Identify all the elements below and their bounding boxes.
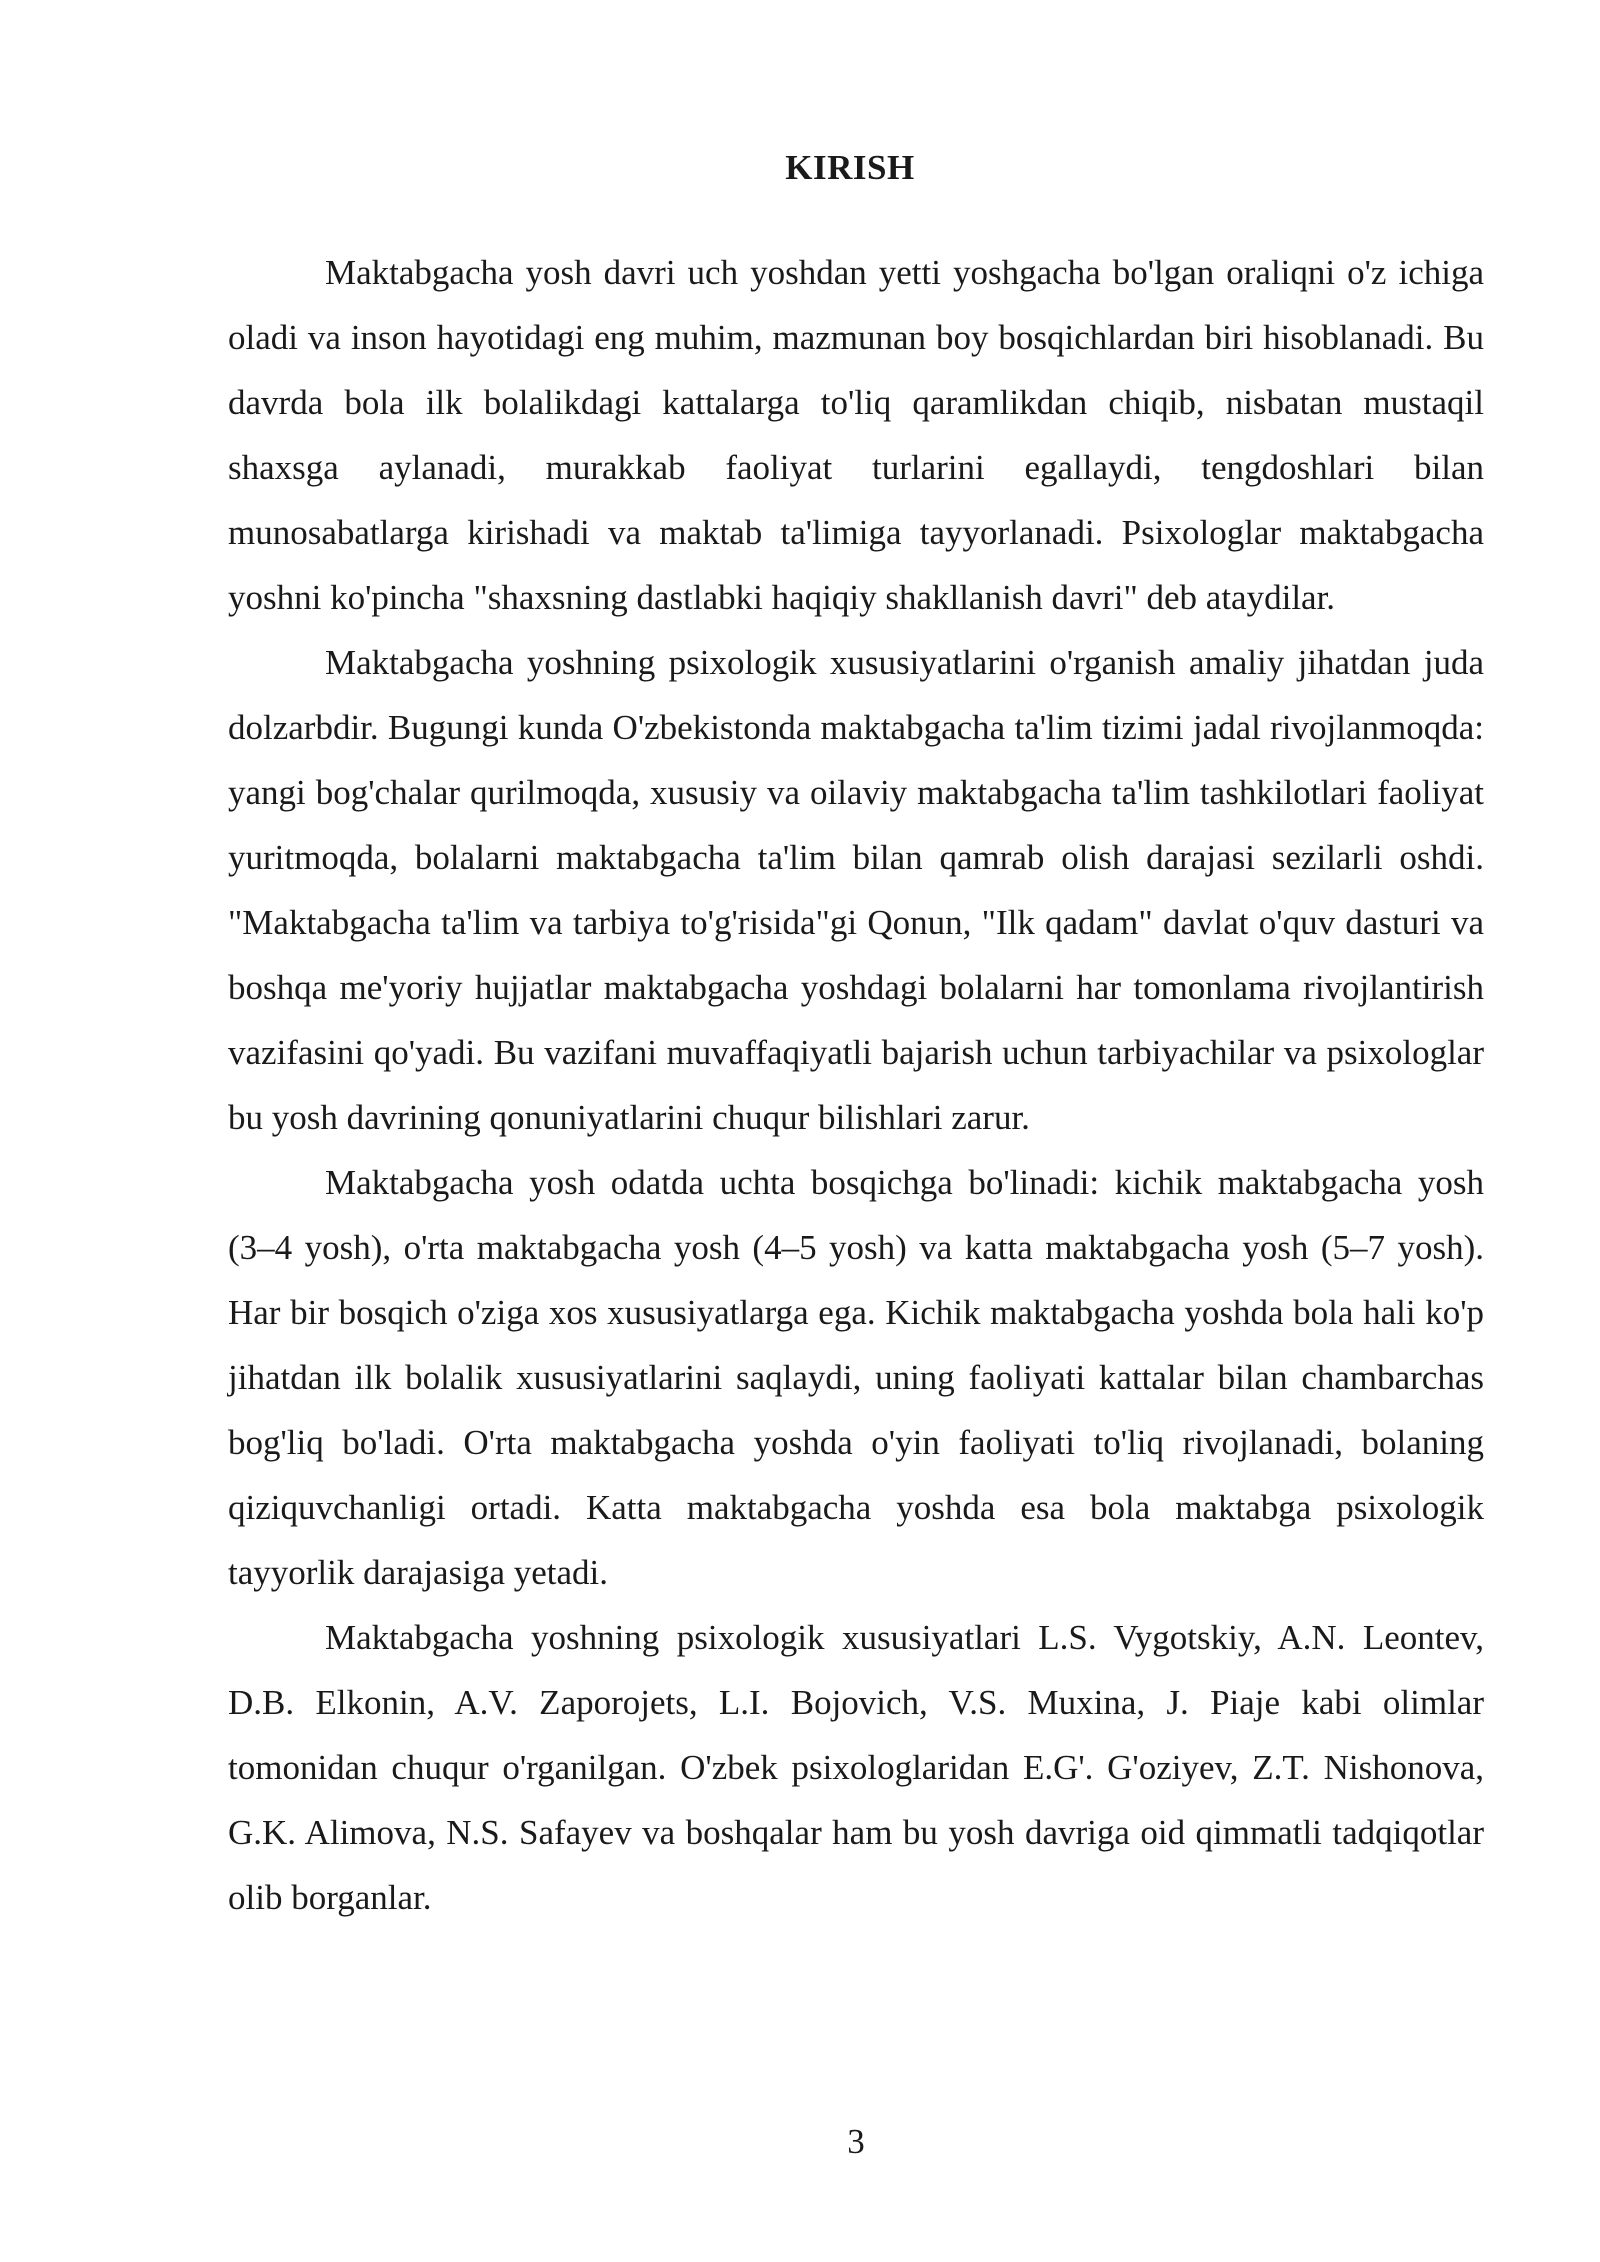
paragraph-2: Maktabgacha yoshning psixologik xususiyatlarini o'rganish amaliy jihatdan juda dolzarbdir. Bugungi kunda O'zbekistonda maktabgacha ta'lim tizimi jadal rivojlanmoqda: yangi bog'chalar qurilmoqda, xususiy va oilaviy maktabgacha ta'lim tashkilotlari faoliyat yuritmoqda, bolalarni maktabgacha ta'lim bilan qamrab olish darajasi sezilarli oshdi. "Maktabgacha ta'lim va tarbiya to'g'risida"gi Qonun, "Ilk qadam" davlat o'quv dasturi va boshqa me'yoriy hujjatlar maktabgacha yoshdagi bolalarni har tomonlama rivojlantirish vazifasini qo'yadi. Bu vazifani muvaffaqiyatli bajarish uchun tarbiyachilar va psixologlar bu yosh davrining qonuniyatlarini chuqur bilishlari zarur. [228,643,1484,1137]
page-number: 3 [847,2122,865,2161]
paragraph-3: Maktabgacha yosh odatda uchta bosqichga bo'linadi: kichik maktabgacha yosh (3–4 yosh), o'rta maktabgacha yosh (4–5 yosh) va katta maktabgacha yosh (5–7 yosh). Har bir bosqich o'ziga xos xususiyatlarga ega. Kichik maktabgacha yoshda bola hali ko'p jihatdan ilk bolalik xususiyatlarini saqlaydi, uning faoliyati kattalar bilan chambarchas bog'liq bo'ladi. O'rta maktabgacha yoshda o'yin faoliyati to'liq rivojlanadi, bolaning qiziquvchanligi ortadi. Katta maktabgacha yoshda esa bola maktabga psixologik tayyorlik darajasiga yetadi. [228,1163,1484,1592]
paragraph-1: Maktabgacha yosh davri uch yoshdan yetti yoshgacha bo'lgan oraliqni o'z ichiga oladi va inson hayotidagi eng muhim, mazmunan boy bosqichlardan biri hisoblanadi. Bu davrda bola ilk bolalikdagi kattalarga to'liq qaramlikdan chiqib, nisbatan mustaqil shaxsga aylanadi, murakkab faoliyat turlarini egallaydi, tengdoshlari bilan munosabatlarga kirishadi va maktab ta'limiga tayyorlanadi. Psixologlar maktabgacha yoshni ko'pincha "shaxsning dastlabki haqiqiy shakllanish davri" deb ataydilar. [228,253,1484,617]
paragraph-4: Maktabgacha yoshning psixologik xususiyatlari L.S. Vygotskiy, A.N. Leontev, D.B. Elkonin, A.V. Zaporojets, L.I. Bojovich, V.S. Muxina, J. Piaje kabi olimlar tomonidan chuqur o'rganilgan. O'zbek psixologlaridan E.G'. G'oziyev, Z.T. Nishonova, G.K. Alimova, N.S. Safayev va boshqalar ham bu yosh davriga oid qimmatli tadqiqotlar olib borganlar. [228,1618,1484,1917]
section-title: KIRISH [785,148,915,187]
body-text [228,240,1484,1930]
